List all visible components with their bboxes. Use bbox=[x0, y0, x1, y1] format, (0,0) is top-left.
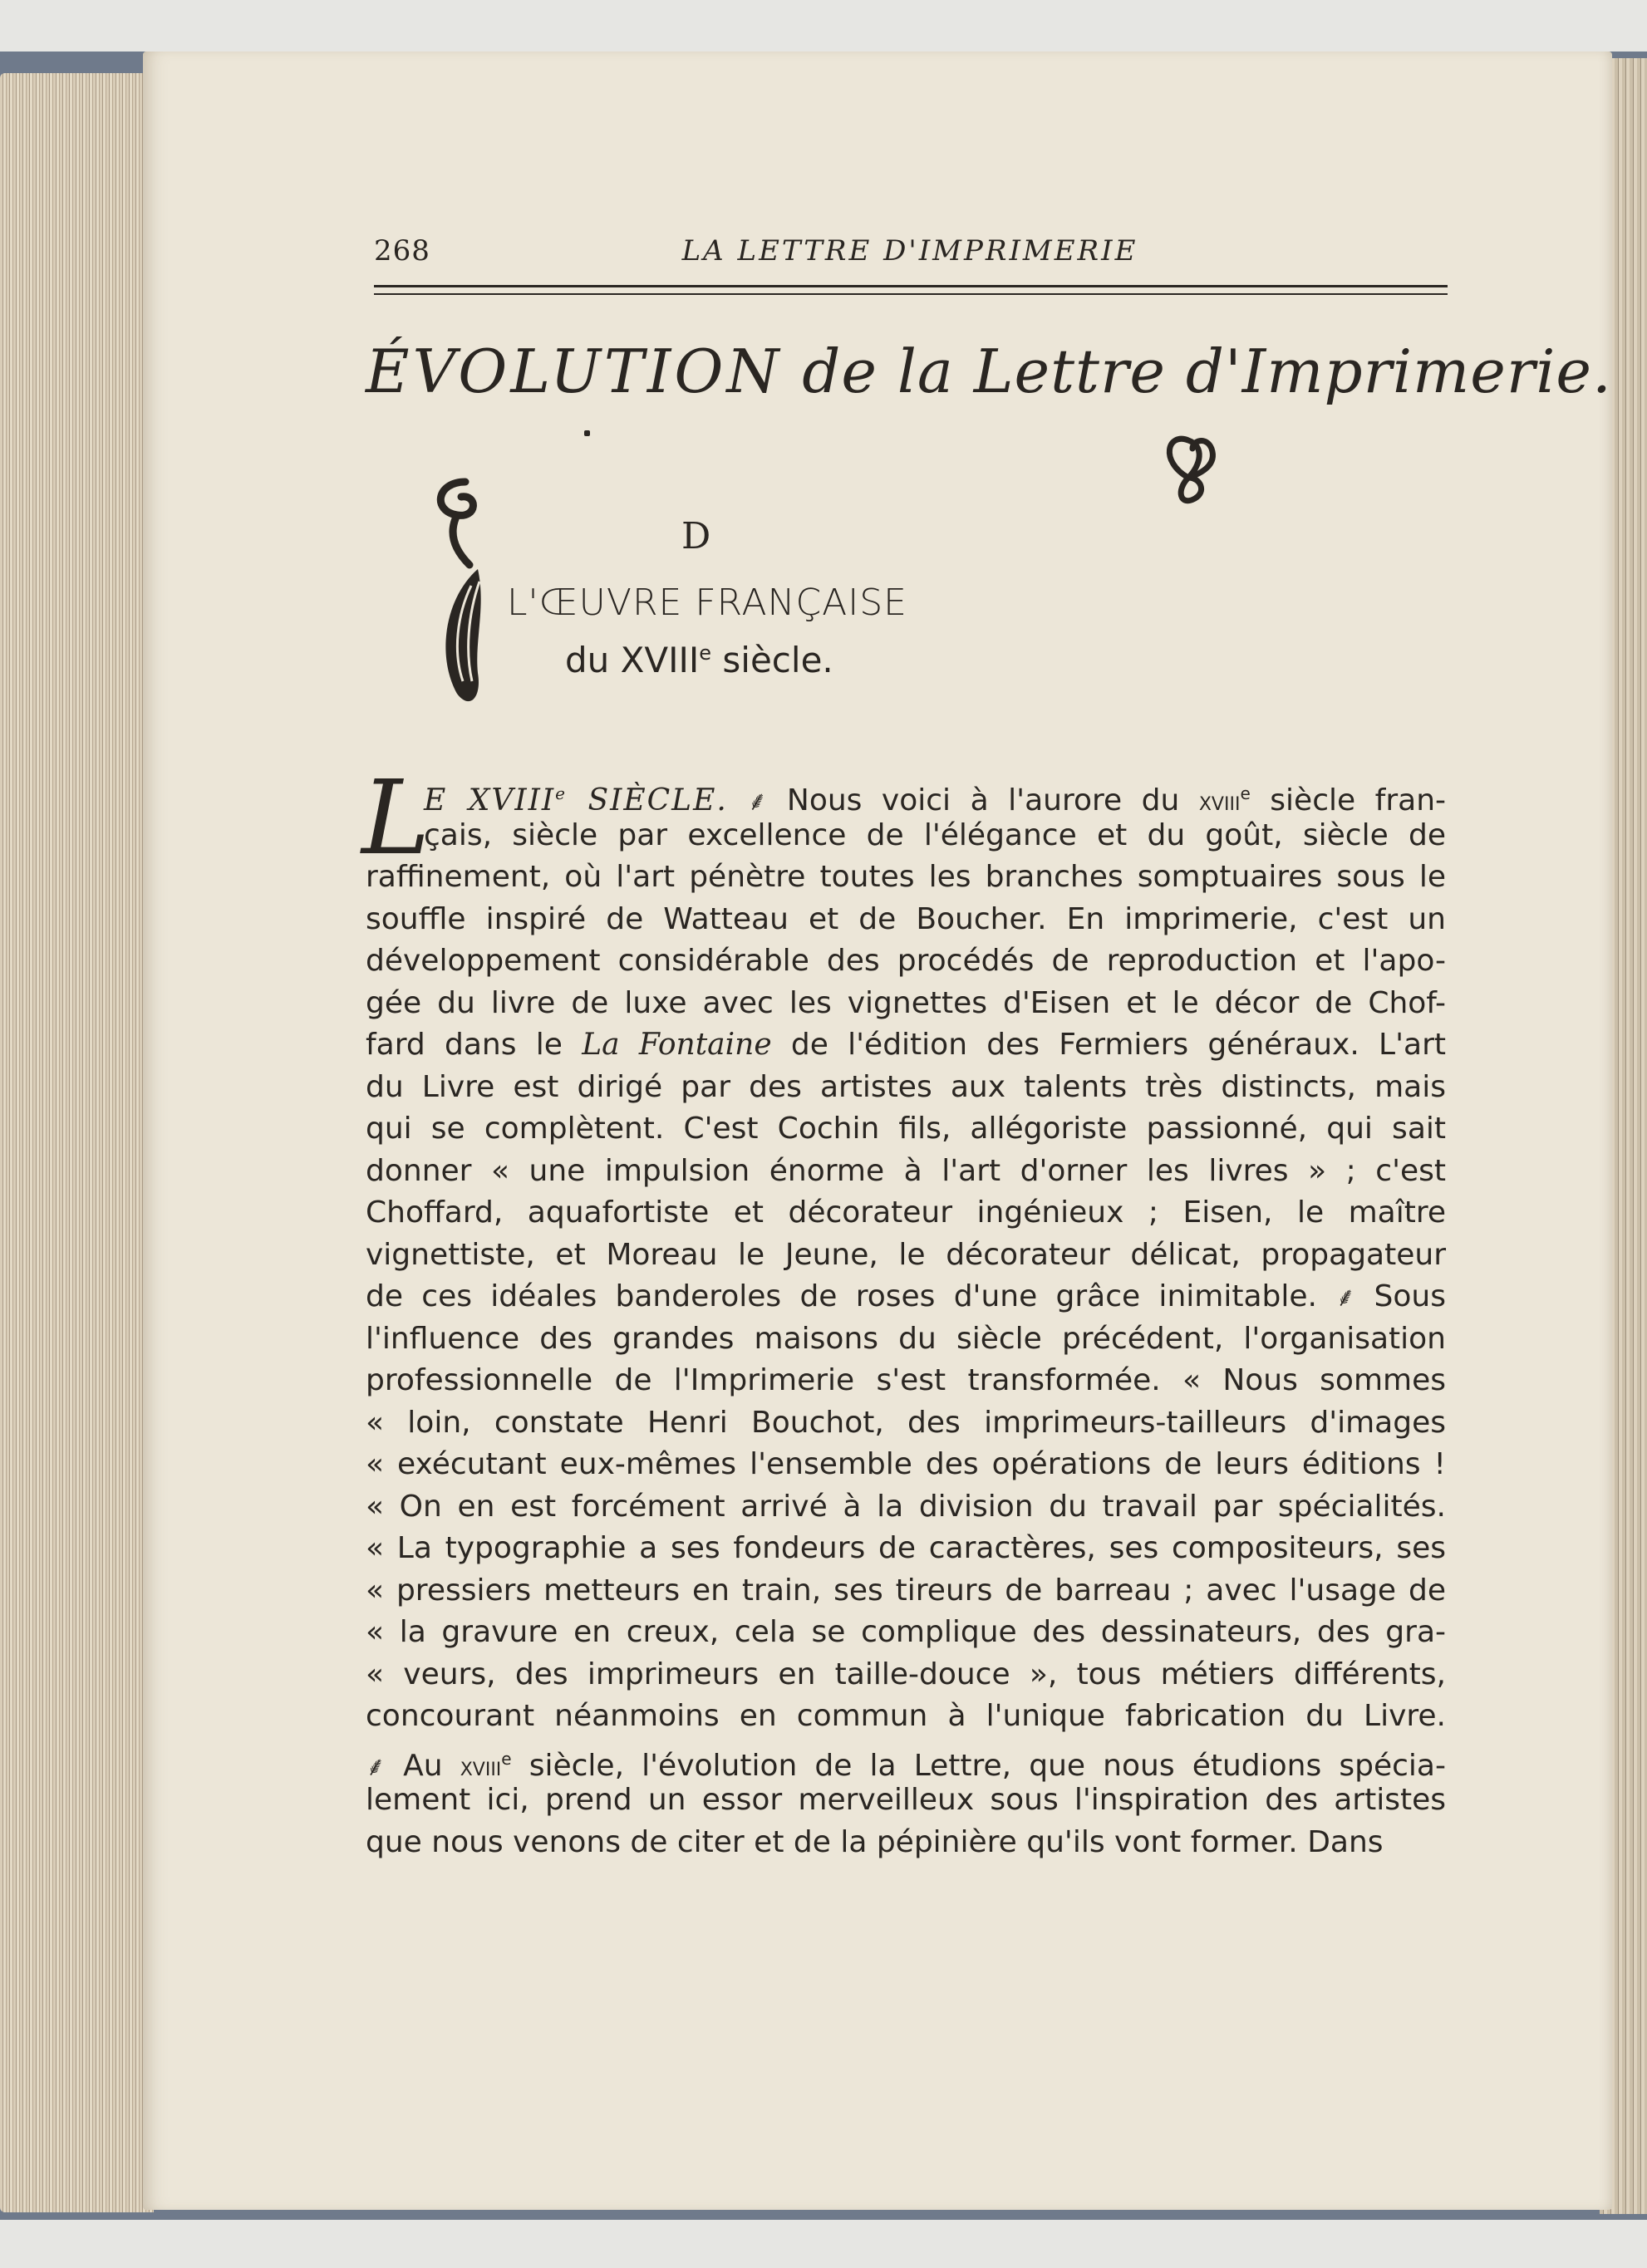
line-1-end: siècle fran- bbox=[1250, 783, 1447, 817]
text-line: du Livre est dirigé par des artistes aux talents très distincts, mais bbox=[366, 1069, 1446, 1104]
section-heading: L'ŒUVRE FRANÇAISE bbox=[507, 582, 907, 624]
line-24-sup: e bbox=[501, 1748, 512, 1769]
lead-in-text: E XVIII bbox=[424, 783, 556, 817]
text-line: développement considérable des procédés de reproduction et l'apo- bbox=[366, 944, 1446, 978]
text-line: Choffard, aquafortiste et décorateur ingénieux ; Eisen, le maître bbox=[366, 1195, 1446, 1230]
line-1-sup: e bbox=[1240, 783, 1251, 803]
header-rule-thin bbox=[374, 293, 1448, 295]
text-line: « exécutant eux-mêmes l'ensemble des opérations de leurs éditions ! bbox=[366, 1447, 1446, 1481]
text-line bbox=[366, 1738, 1446, 1783]
line-24b: siècle, l'évolution de la Lettre, que nous étudions spécia- bbox=[511, 1748, 1446, 1783]
chapter-title bbox=[366, 336, 1612, 406]
lead-in bbox=[424, 783, 728, 817]
text-line bbox=[366, 1276, 1446, 1318]
text-line: souffle inspiré de Watteau et de Boucher. En imprimerie, c'est un bbox=[366, 901, 1446, 936]
line-13a: de ces idéales banderoles de roses d'une grâce inimitable. bbox=[366, 1279, 1317, 1313]
text-line: gée du livre de luxe avec les vignettes d'Eisen et le décor de Chof- bbox=[366, 985, 1446, 1020]
page-edges-left bbox=[0, 73, 154, 2212]
text-line bbox=[366, 1024, 1446, 1067]
ornament-mark-icon: ⸙ bbox=[747, 785, 768, 817]
line-1-smallcaps: xviii bbox=[1198, 785, 1241, 817]
running-title: LA LETTRE D'IMPRIMERIE bbox=[681, 234, 1138, 268]
text-line: raffinement, où l'art pénètre toutes les branches somptuaires sous le bbox=[366, 860, 1446, 894]
text-line: donner « une impulsion énorme à l'art d'orner les livres » ; c'est bbox=[366, 1153, 1446, 1188]
ornament-mark-icon: ⸙ bbox=[1335, 1281, 1356, 1313]
text-line: professionnelle de l'Imprimerie s'est transformée. « Nous sommes bbox=[366, 1363, 1446, 1397]
line-13b: Sous bbox=[1355, 1279, 1446, 1313]
text-line: « La typographie a ses fondeurs de caractères, ses compositeurs, ses bbox=[366, 1531, 1446, 1565]
text-line: l'influence des grandes maisons du siècle précédent, l'organisation bbox=[366, 1321, 1446, 1356]
lead-in-sup: e bbox=[555, 783, 567, 803]
section-sub-sup: e bbox=[699, 641, 712, 665]
header-rule bbox=[374, 285, 1448, 287]
section-subheading bbox=[565, 640, 833, 680]
text-line: qui se complètent. C'est Cochin fils, allégoriste passionné, qui sait bbox=[366, 1112, 1446, 1146]
text-line: « loin, constate Henri Bouchot, des imprimeurs-tailleurs d'images bbox=[366, 1405, 1446, 1440]
ornament-flourish-left-icon bbox=[420, 474, 511, 714]
line-1-text: Nous voici à l'aurore du bbox=[767, 783, 1199, 817]
text-line: « On en est forcément arrivé à la division du travail par spécialités. bbox=[366, 1489, 1446, 1524]
text-line: « la gravure en creux, cela se complique des dessinateurs, des gra- bbox=[366, 1615, 1446, 1649]
chapter-title-rest: de la Lettre d'Imprimerie. bbox=[782, 336, 1612, 406]
drop-cap: L bbox=[361, 758, 430, 878]
text-line: que nous venons de citer et de la pépinière qu'ils vont former. Dans bbox=[366, 1824, 1384, 1859]
line-24a: Au bbox=[386, 1748, 460, 1783]
line-7a: fard dans le bbox=[366, 1028, 583, 1062]
text-line: « veurs, des imprimeurs en taille-douce », tous métiers différents, bbox=[366, 1657, 1446, 1691]
section-letter: D bbox=[681, 515, 711, 557]
section-sub-suffix: siècle. bbox=[711, 640, 833, 680]
line-24-smallcaps: xviii bbox=[460, 1750, 502, 1782]
body-text bbox=[361, 758, 1447, 1863]
running-head bbox=[374, 234, 1446, 274]
text-line: vignettiste, et Moreau le Jeune, le décorateur délicat, propagateur bbox=[366, 1237, 1446, 1272]
text-line bbox=[366, 773, 1446, 815]
page-number: 268 bbox=[374, 234, 430, 268]
ornament-dot-icon bbox=[584, 430, 590, 436]
line-7b: de l'édition des Fermiers généraux. L'art bbox=[771, 1028, 1446, 1062]
ornament-mark-icon: ⸙ bbox=[366, 1750, 386, 1782]
lead-in-rest: SIÈCLE. bbox=[566, 783, 728, 817]
text-line: lement ici, prend un essor merveilleux sous l'inspiration des artistes bbox=[366, 1783, 1446, 1817]
text-line: « pressiers metteurs en train, ses tireurs de barreau ; avec l'usage de bbox=[366, 1573, 1446, 1608]
book-title-italic: La Fontaine bbox=[582, 1028, 772, 1062]
section-sub-prefix: du XVIII bbox=[565, 640, 700, 680]
chapter-title-caps: ÉVOLUTION bbox=[366, 336, 783, 406]
ornament-flourish-right-icon bbox=[1155, 428, 1222, 507]
text-line: çais, siècle par excellence de l'élégance et du goût, siècle de bbox=[424, 817, 1446, 852]
text-line: concourant néanmoins en commun à l'unique fabrication du Livre. bbox=[366, 1699, 1446, 1733]
